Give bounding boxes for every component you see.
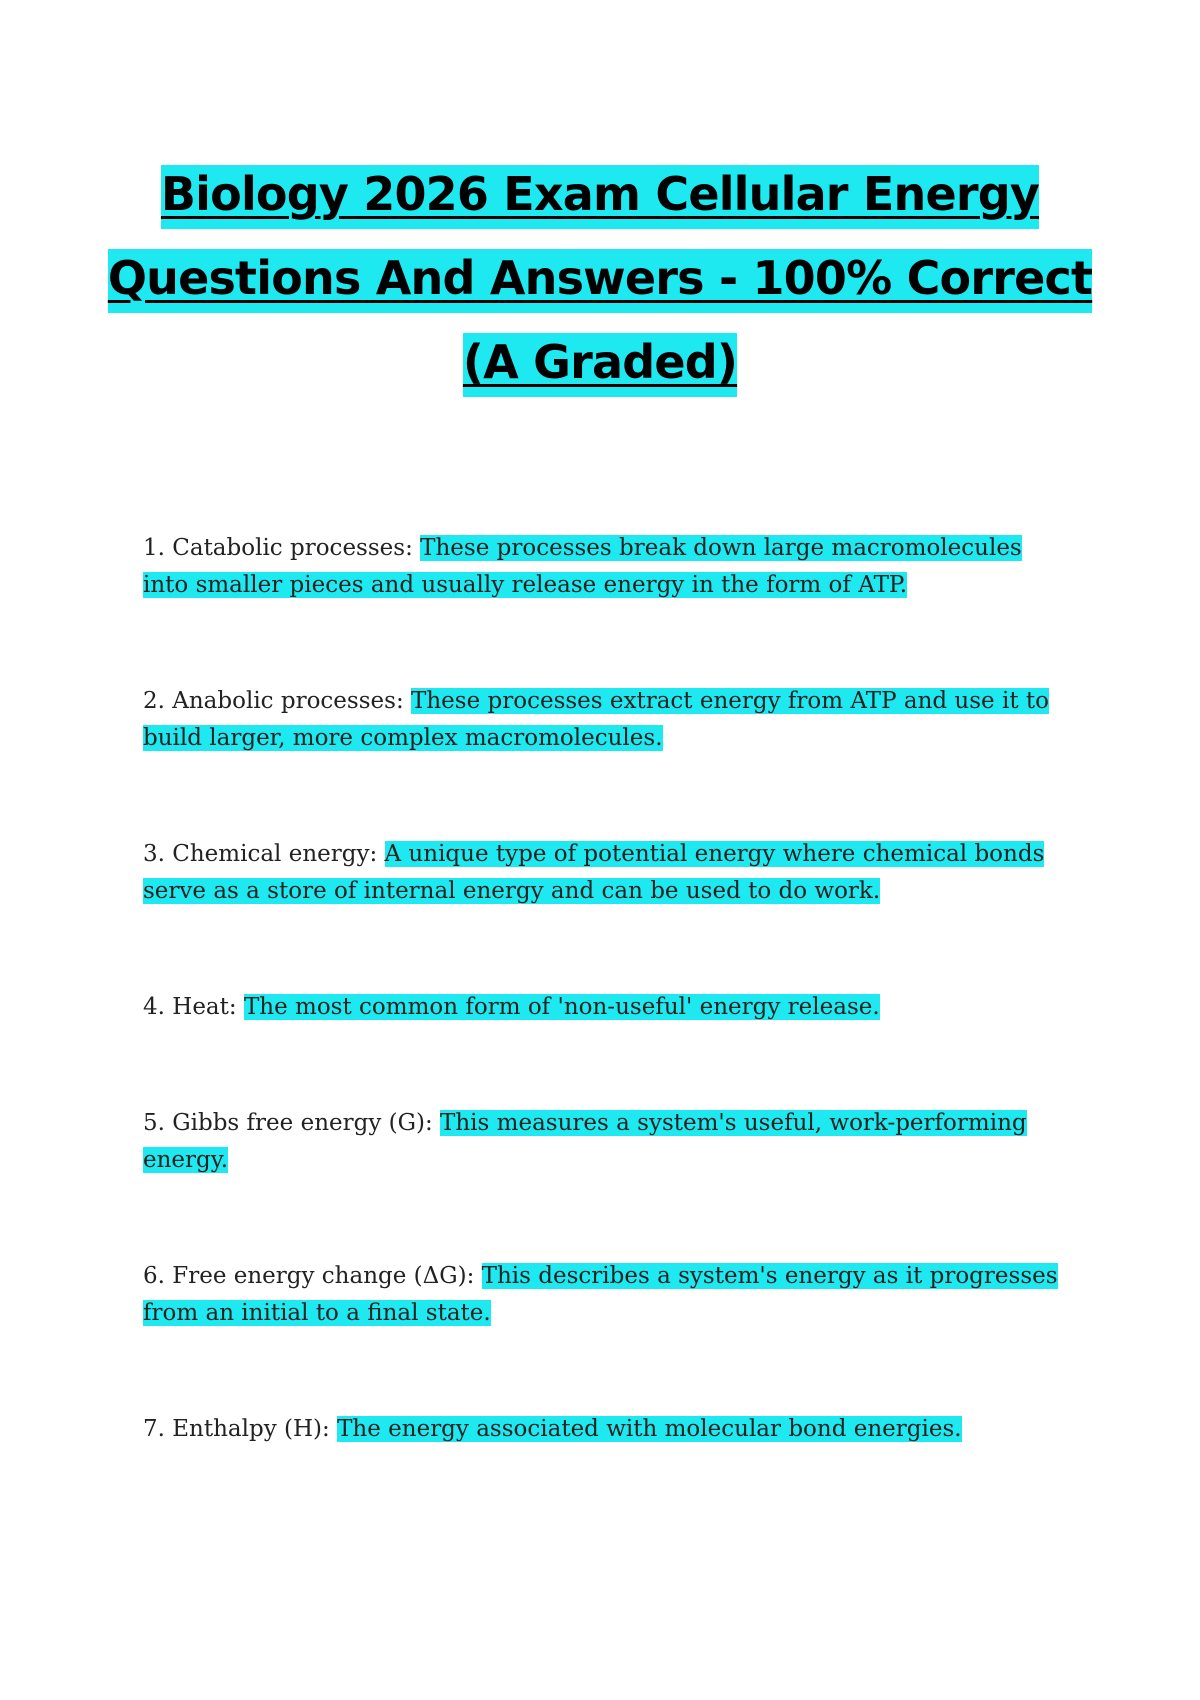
qa-item-gibbs-free-energy	[143, 1105, 1058, 1179]
qa-term: 4. Heat:	[143, 994, 244, 1020]
qa-term: 5. Gibbs free energy (G):	[143, 1110, 441, 1136]
qa-term: 6. Free energy change (ΔG):	[143, 1263, 482, 1289]
qa-item-free-energy-change	[143, 1258, 1058, 1332]
qa-item-catabolic	[143, 530, 1058, 604]
title-line	[0, 320, 1200, 404]
title-line	[0, 236, 1200, 320]
qa-term: 7. Enthalpy (H):	[143, 1416, 338, 1442]
qa-definition: These processes break down large macromolecules into smaller pieces and usually release energy in the form of ATP.	[143, 535, 1022, 598]
qa-definition: This measures a system's useful, work-performing energy.	[143, 1110, 1027, 1173]
qa-item-enthalpy	[143, 1411, 1058, 1448]
document-title	[0, 152, 1200, 404]
qa-term: 3. Chemical energy:	[143, 841, 385, 867]
qa-definition: A unique type of potential energy where chemical bonds serve as a store of internal energy and can be used to do work.	[143, 841, 1045, 904]
title-line-2: Questions And Answers - 100% Correct	[108, 249, 1092, 313]
title-line	[0, 152, 1200, 236]
qa-definition: The most common form of 'non-useful' energy release.	[243, 994, 880, 1020]
qa-term: 2. Anabolic processes:	[143, 688, 412, 714]
qa-item-chemical-energy	[143, 836, 1058, 910]
qa-list	[143, 530, 1058, 1448]
qa-item-anabolic	[143, 683, 1058, 757]
qa-definition: This describes a system's energy as it progresses from an initial to a final state.	[143, 1263, 1058, 1326]
qa-definition: These processes extract energy from ATP and use it to build larger, more complex macromolecules.	[143, 688, 1049, 751]
qa-definition: The energy associated with molecular bond energies.	[337, 1416, 962, 1442]
title-line-1: Biology 2026 Exam Cellular Energy	[161, 165, 1039, 229]
qa-item-heat	[143, 989, 1058, 1026]
title-line-3: (A Graded)	[463, 333, 737, 397]
qa-term: 1. Catabolic processes:	[143, 535, 421, 561]
